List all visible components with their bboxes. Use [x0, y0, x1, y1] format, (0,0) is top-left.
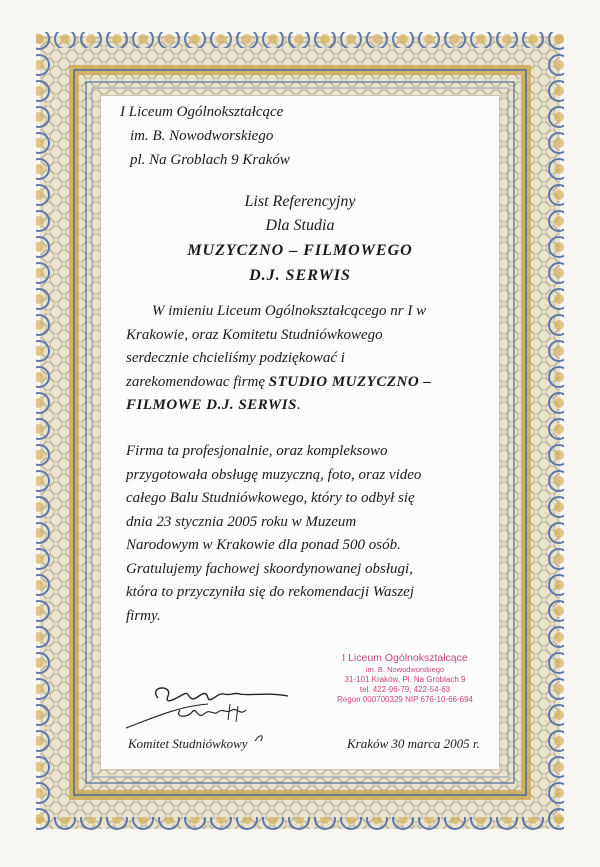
paragraph-2-line: dnia 23 stycznia 2005 roku w Muzeum [126, 513, 357, 530]
paragraph-2-line: Narodowym w Krakowie dla ponad 500 osób. [126, 537, 401, 553]
company-name-part-1: STUDIO MUZYCZNO – [268, 373, 432, 390]
paragraph-1-end: . [296, 397, 301, 413]
paragraph-2-line: Firma ta profesjonalnie, oraz kompleksowo [126, 443, 388, 459]
paragraph-2-line: całego Balu Studniówkowego, który to odbył się [126, 490, 415, 506]
stamp-line-4: tel. 422-96-79, 422-54-63 [359, 685, 451, 694]
stamp-line-5: Regon 000700329 NIP 676-10-66-694 [337, 695, 473, 704]
stamp-line-1: I Liceum Ogólnokształcące [342, 652, 468, 664]
title-line-4: D.J. SERWIS [249, 267, 351, 284]
paragraph-2-line: firmy. [126, 607, 161, 624]
handwritten-signature [118, 676, 298, 741]
stamp-line-3: 31-101 Kraków, Pl. Na Groblach 9 [344, 675, 466, 684]
place-and-date: Kraków 30 marca 2005 r. [347, 736, 480, 751]
paragraph-2-line: Gratulujemy fachowej skoordynowanej obsługi, [126, 560, 413, 577]
paragraph-2-line: która to przyczyniła się do rekomendacji Waszej [126, 584, 415, 600]
committee-label: Komitet Studniówkowy [128, 736, 248, 751]
school-stamp [305, 652, 505, 705]
stamp-line-2: im. B. Nowodworskiego [365, 665, 445, 674]
paragraph-1-line: Krakowie, oraz Komitetu Studniówkowego [126, 326, 383, 343]
title-line-1: List Referencyjny [244, 193, 356, 210]
school-patron: im. B. Nowodworskiego [130, 128, 274, 144]
paragraph-2 [126, 440, 488, 628]
company-name-part-2: FILMOWE D.J. SERWIS [126, 397, 297, 413]
paragraph-1-line: W imieniu Liceum Ogólnokształcącego nr I w [152, 303, 427, 319]
paragraph-2-line: przygotowała obsługę muzyczną, foto, oraz video [126, 466, 422, 483]
paragraph-1-line: serdecznie chcieliśmy podziękować i [126, 350, 345, 366]
paragraph-1-text: zarekomendowac firmę [126, 373, 269, 390]
school-header [120, 100, 290, 172]
school-name: I Liceum Ogólnokształcące [120, 104, 284, 120]
paragraph-1-line [126, 371, 488, 395]
title-line-2: Dla Studia [265, 217, 335, 234]
school-address: pl. Na Groblach 9 Kraków [130, 152, 290, 168]
document-title [100, 190, 500, 288]
paragraph-1 [126, 300, 488, 418]
paragraph-1-line [126, 394, 488, 418]
title-line-3: MUZYCZNO – FILMOWEGO [187, 242, 413, 259]
